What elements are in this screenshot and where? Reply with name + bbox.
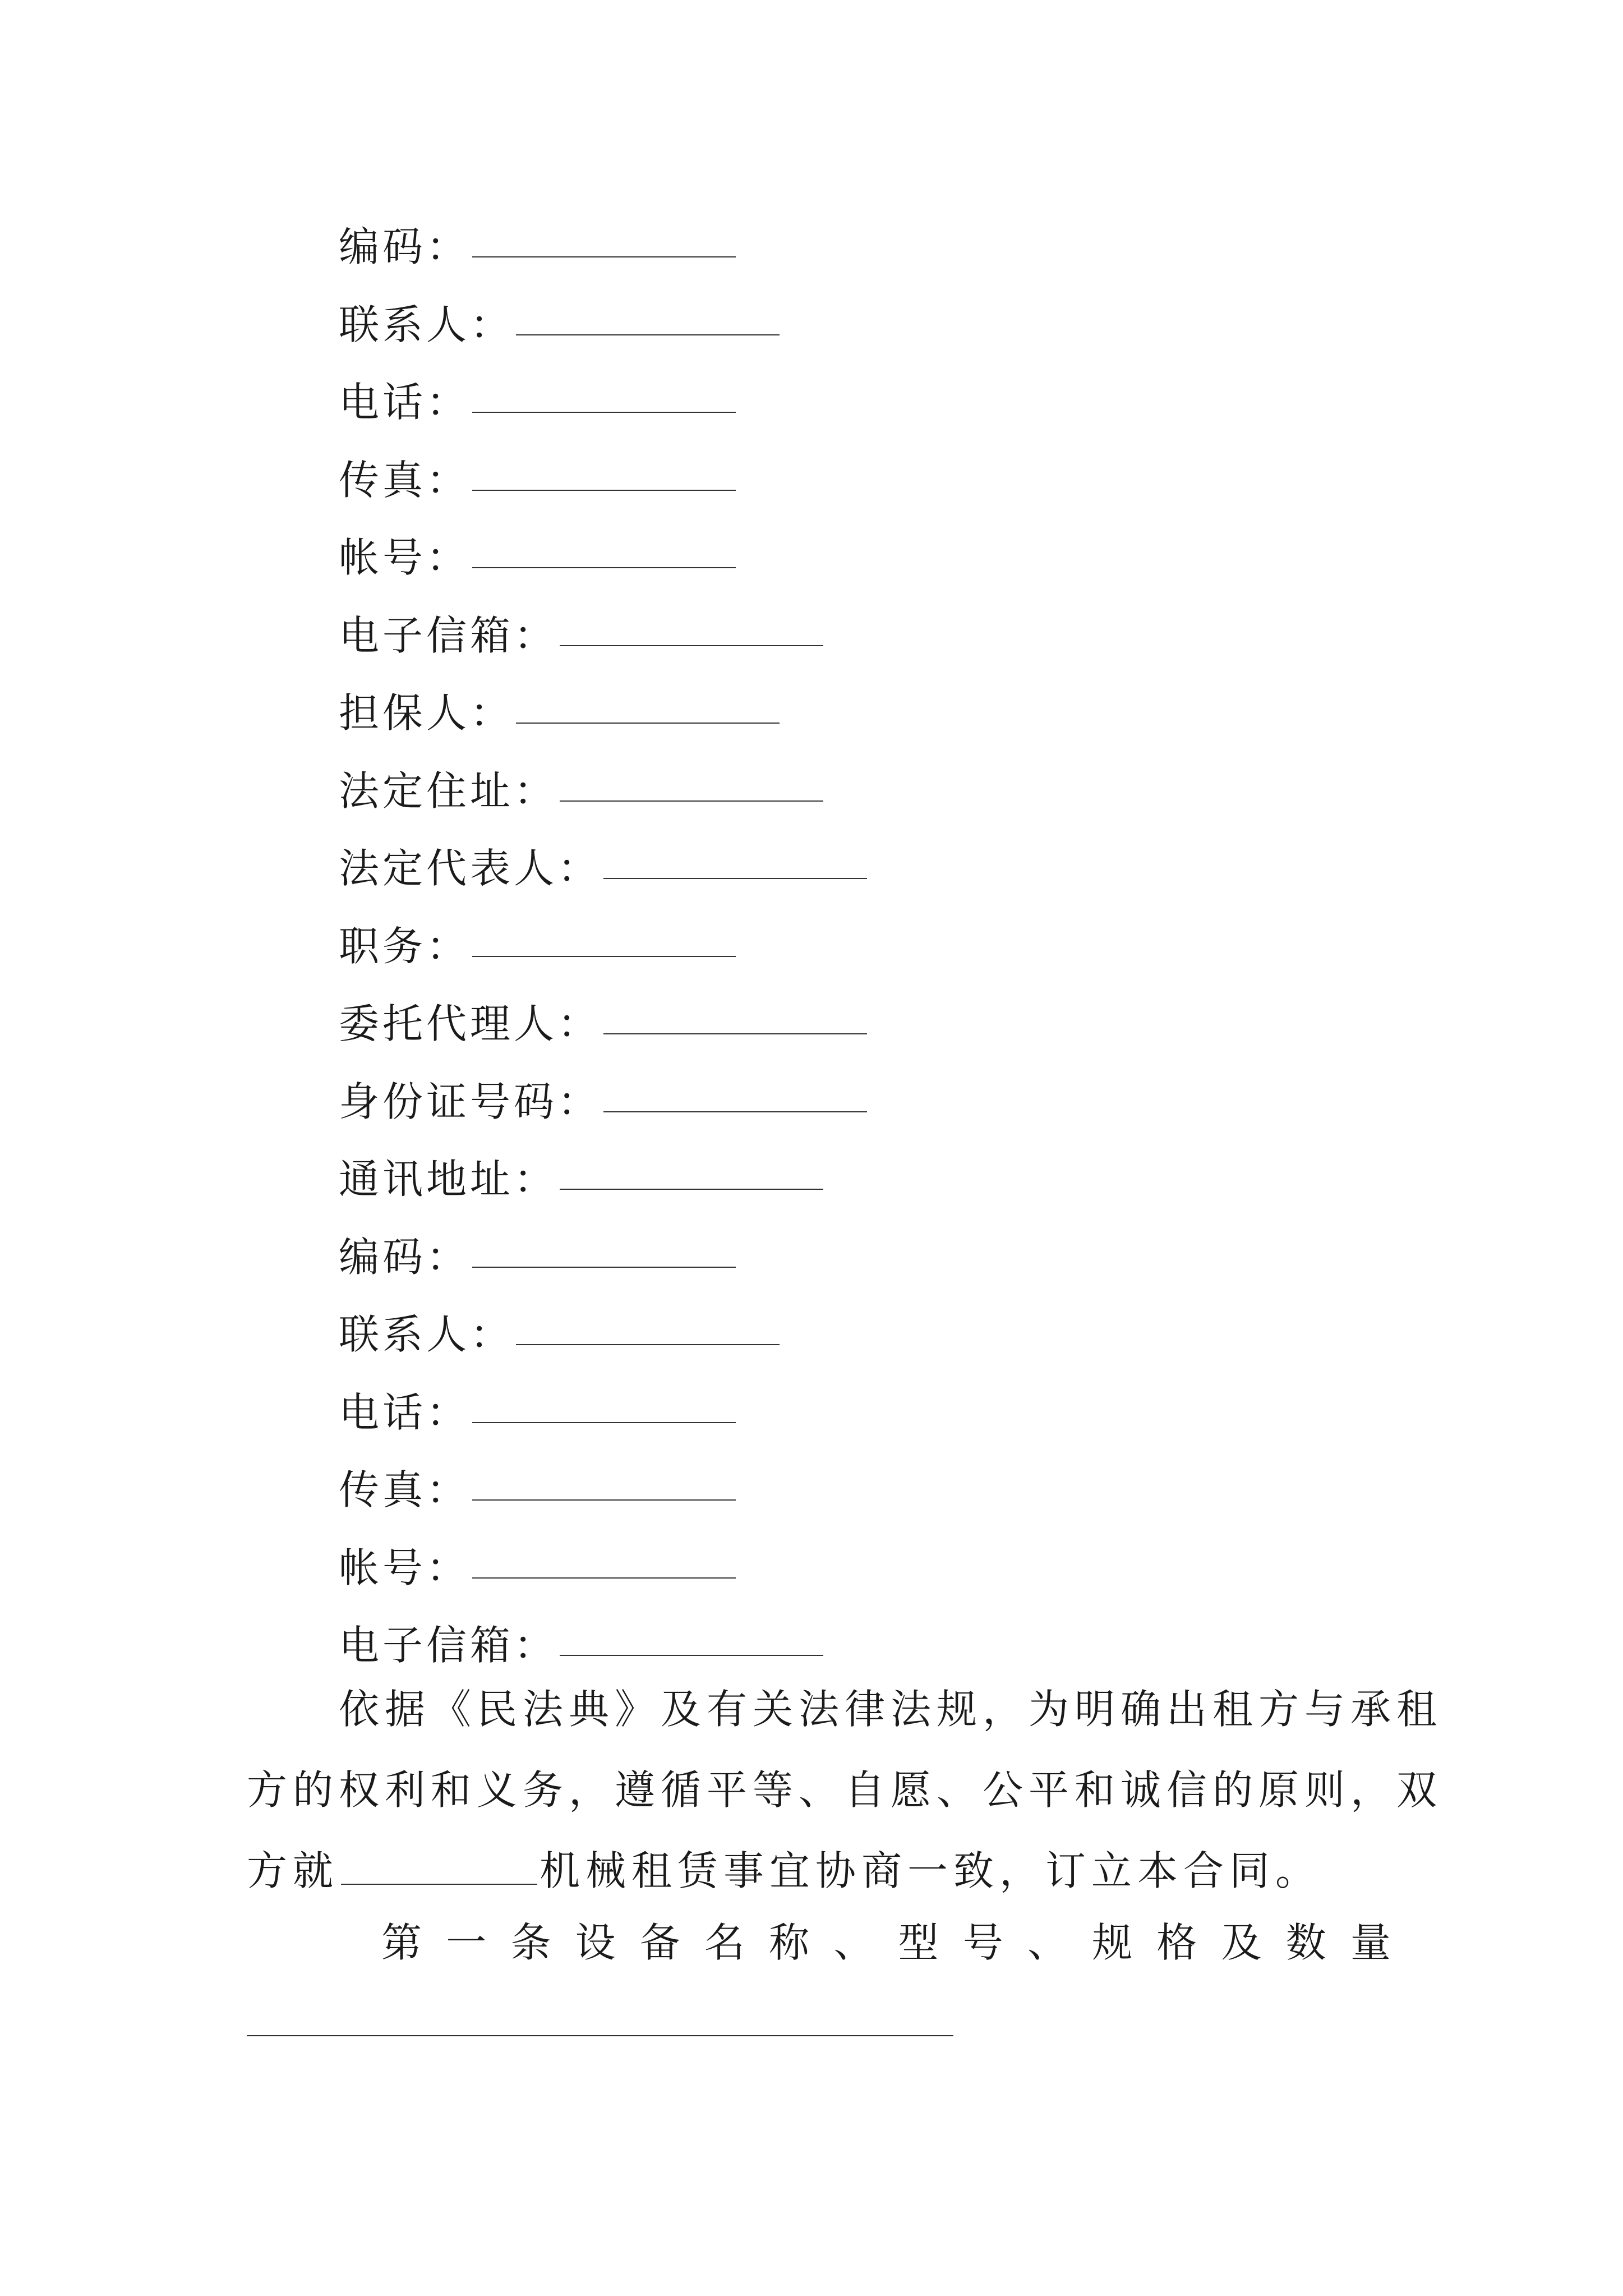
field-row — [339, 1526, 1404, 1604]
heading-char: 规 — [1092, 1919, 1133, 1966]
fill-in-blank-long — [247, 2035, 953, 2036]
heading-char: 型 — [898, 1919, 939, 1966]
intro-paragraph — [247, 1669, 1443, 1911]
field-row — [339, 671, 1404, 749]
field-label: 传真： — [339, 1466, 471, 1514]
fill-in-blank — [516, 334, 780, 335]
heading-char: 名 — [704, 1919, 745, 1966]
field-label: 委托代理人： — [339, 1000, 602, 1048]
field-label: 电话： — [339, 1388, 471, 1436]
field-row — [339, 749, 1404, 827]
field-label: 帐号： — [339, 1544, 471, 1591]
field-row — [339, 1292, 1404, 1370]
fill-in-blank — [516, 1344, 780, 1345]
field-row — [339, 982, 1404, 1060]
fill-in-blank — [472, 1267, 736, 1268]
fill-in-blank — [472, 567, 736, 568]
fill-in-blank — [472, 956, 736, 957]
fill-in-blank — [472, 1499, 736, 1501]
heading-char: 、 — [1027, 1919, 1068, 1966]
fill-in-blank — [472, 256, 736, 257]
heading-char: 、 — [833, 1919, 874, 1966]
field-label: 编码： — [339, 223, 471, 271]
field-label: 编码： — [339, 1233, 471, 1281]
paragraph-text: 机械租赁事宜协商一致，订立本合同。 — [540, 1847, 1322, 1894]
paragraph-text: 方就 — [247, 1847, 339, 1894]
field-label: 联系人： — [339, 1311, 514, 1359]
field-label: 传真： — [339, 456, 471, 504]
field-label: 法定代表人： — [339, 845, 602, 892]
fill-in-blank — [341, 1884, 537, 1885]
field-label: 电子信箱： — [339, 1622, 558, 1669]
fill-in-blank — [560, 1189, 823, 1190]
fill-in-blank — [560, 800, 823, 802]
fill-in-blank — [560, 645, 823, 646]
heading-char: 一 — [446, 1919, 487, 1966]
field-label: 电子信箱： — [339, 611, 558, 659]
field-row — [339, 360, 1404, 438]
field-label: 通讯地址： — [339, 1156, 558, 1203]
heading-char: 量 — [1350, 1919, 1391, 1966]
field-row — [339, 1370, 1404, 1448]
field-label: 职务： — [339, 922, 471, 970]
field-label: 联系人： — [339, 301, 514, 348]
fill-in-blank — [472, 1422, 736, 1423]
field-row — [339, 516, 1404, 593]
fill-in-blank — [472, 1577, 736, 1579]
heading-char: 及 — [1221, 1919, 1262, 1966]
heading-char: 第 — [381, 1919, 422, 1966]
field-row — [339, 438, 1404, 516]
paragraph-line: 方的权利和义务，遵循平等、自愿、公平和诚信的原则，双 — [247, 1766, 1443, 1814]
paragraph-line: 依据《民法典》及有关法律法规，为明确出租方与承租 — [339, 1686, 1443, 1733]
heading-char: 号 — [962, 1919, 1003, 1966]
fill-in-blank — [560, 1655, 823, 1656]
field-row — [339, 283, 1404, 361]
heading-char: 备 — [639, 1919, 680, 1966]
fill-in-blank — [603, 1033, 867, 1034]
heading-char: 设 — [575, 1919, 616, 1966]
field-label: 身份证号码： — [339, 1078, 602, 1125]
field-label: 帐号： — [339, 534, 471, 582]
field-row — [339, 205, 1404, 283]
fill-in-blank — [603, 878, 867, 879]
field-row — [339, 1137, 1404, 1215]
paragraph-line — [247, 1830, 1391, 1911]
field-row — [339, 904, 1404, 982]
fill-in-blank — [472, 490, 736, 491]
article-heading — [381, 1910, 1391, 1968]
field-row — [339, 1060, 1404, 1138]
field-row — [339, 826, 1404, 904]
field-row — [339, 1448, 1404, 1526]
field-label: 电话： — [339, 379, 471, 426]
fill-in-blank — [472, 412, 736, 413]
heading-char: 数 — [1285, 1919, 1326, 1966]
heading-char: 条 — [510, 1919, 551, 1966]
heading-char: 格 — [1156, 1919, 1197, 1966]
heading-char: 称 — [769, 1919, 810, 1966]
field-label: 担保人： — [339, 689, 514, 737]
field-row — [339, 1215, 1404, 1293]
field-row — [339, 593, 1404, 671]
field-label: 法定住址： — [339, 767, 558, 815]
fill-in-blank — [603, 1111, 867, 1112]
party-info-fields — [339, 205, 1404, 1681]
fill-in-blank — [516, 723, 780, 724]
